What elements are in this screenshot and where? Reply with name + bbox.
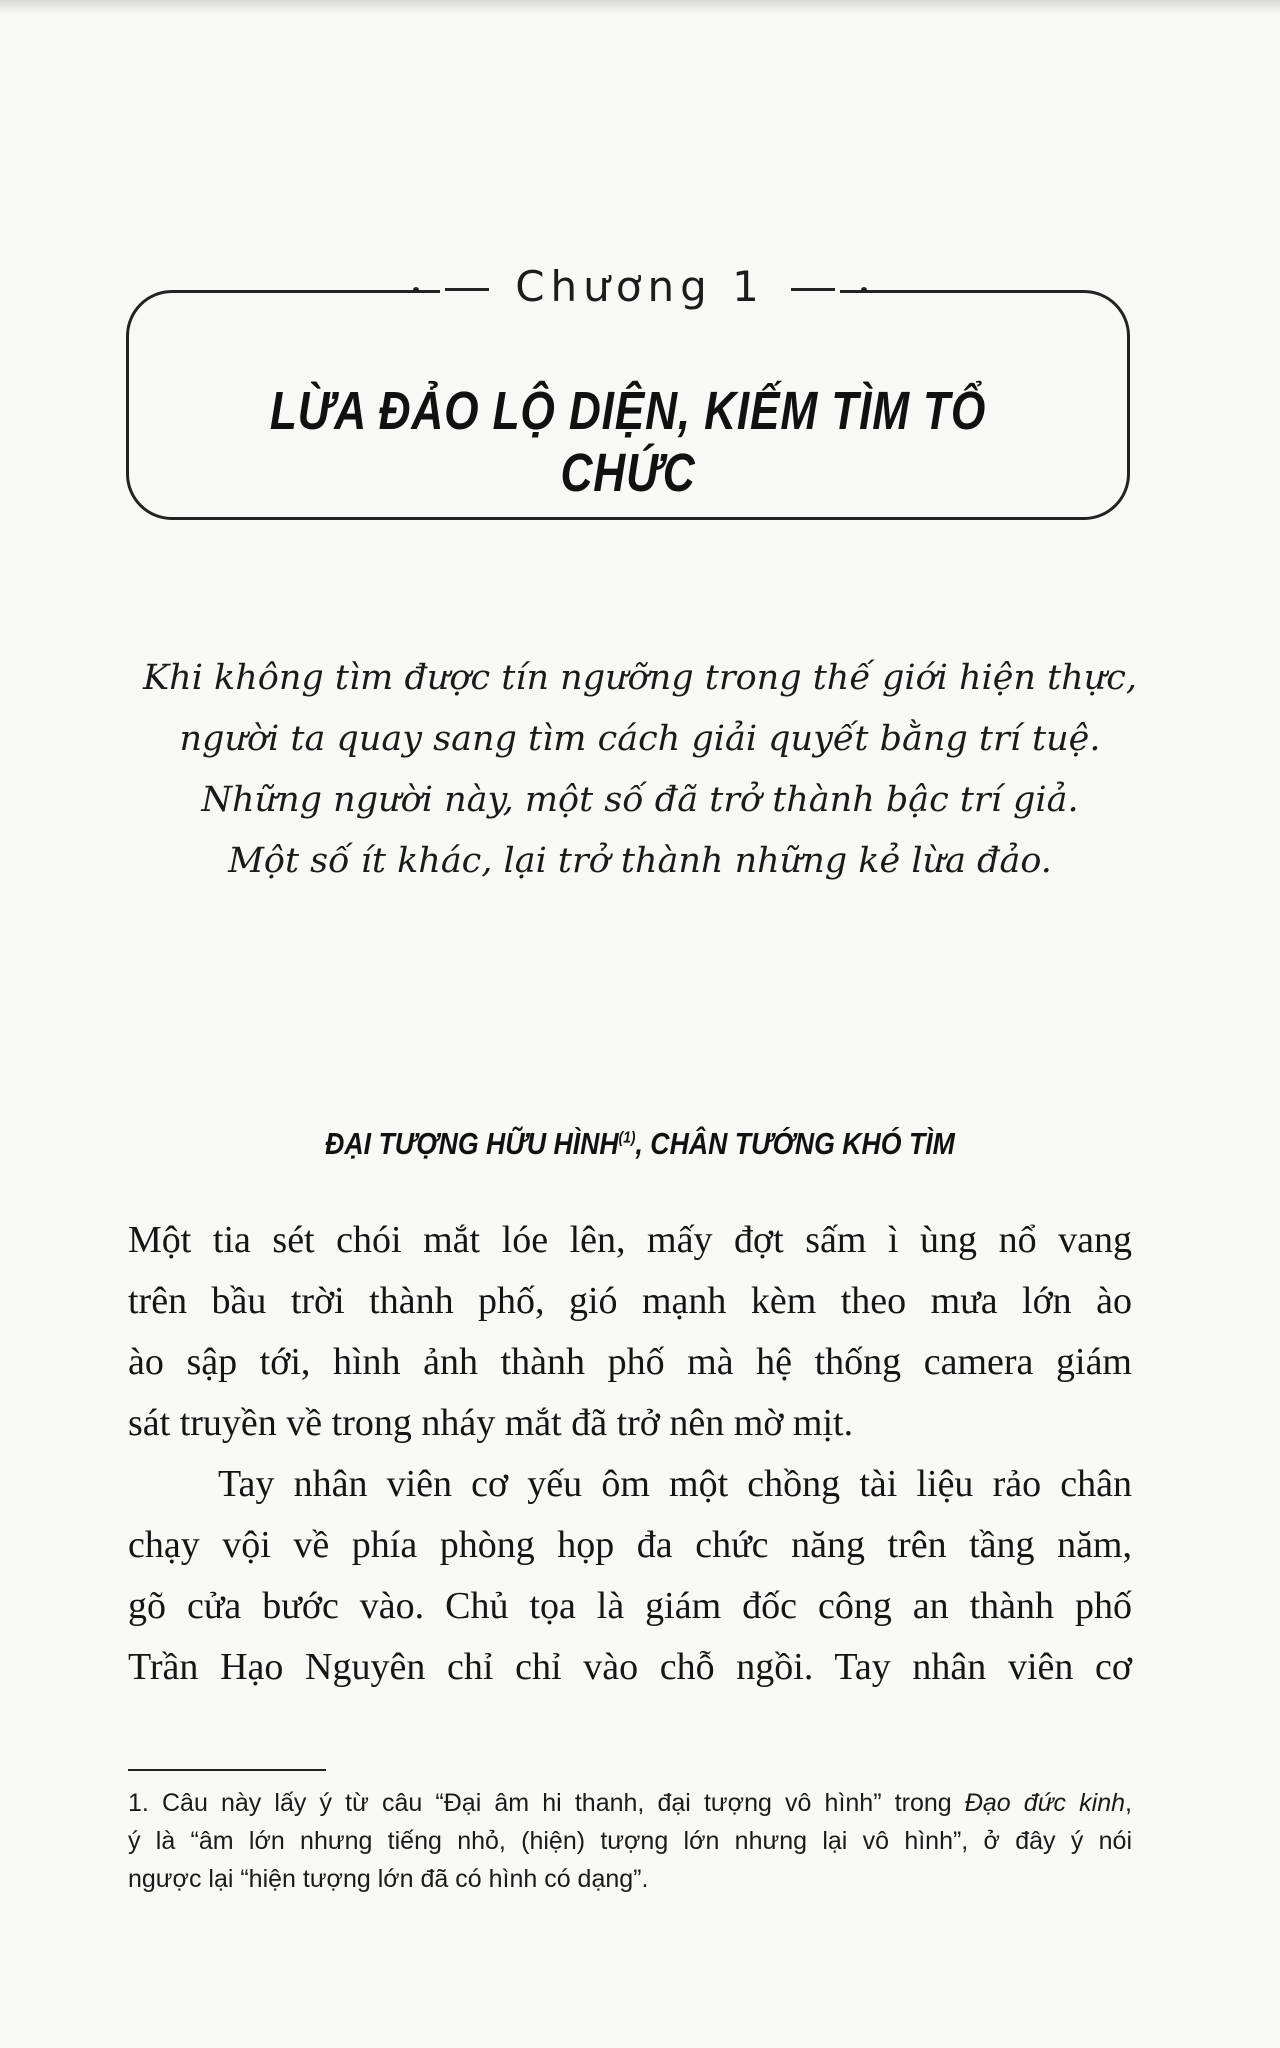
section-heading-main: ĐẠI TƯỢNG HỮU HÌNH xyxy=(325,1126,619,1161)
body-line: chạy vội về phía phòng họp đa chức năng trên tầng năm, xyxy=(128,1524,1132,1566)
footnote-text: 1. Câu này lấy ý từ câu “Đại âm hi thanh, đại tượng vô hình” trong xyxy=(128,1789,965,1817)
epigraph-line: Những người này, một số đã trở thành bậc trí giả. xyxy=(201,780,1079,820)
epigraph-line: Khi không tìm được tín ngưỡng trong thế giới hiện thực, xyxy=(143,658,1137,698)
footnote-book-title: Đạo đức kinh xyxy=(964,1789,1126,1817)
footnote-line xyxy=(128,1784,1132,1822)
chapter-label-text: Chương 1 xyxy=(515,262,765,311)
footnote-text: , xyxy=(1125,1789,1132,1817)
ornament-dot-right xyxy=(861,287,867,293)
ornament-dot-left xyxy=(413,287,419,293)
body-line: gõ cửa bước vào. Chủ tọa là giám đốc công an thành phố xyxy=(128,1585,1132,1627)
section-heading xyxy=(90,1126,1191,1162)
epigraph xyxy=(0,648,1280,892)
body-line: ào sập tới, hình ảnh thành phố mà hệ thống camera giám xyxy=(128,1341,1132,1383)
footnote-line: ngược lại “hiện tượng lớn đã có hình có dạng”. xyxy=(128,1865,649,1893)
epigraph-line: người ta quay sang tìm cách giải quyết bằng trí tuệ. xyxy=(179,719,1101,759)
page-edge-shadow xyxy=(0,0,1280,14)
section-heading-rest: , CHÂN TƯỚNG KHÓ TÌM xyxy=(635,1126,955,1161)
epigraph-line: Một số ít khác, lại trở thành những kẻ lừa đảo. xyxy=(228,841,1052,881)
body-line: Trần Hạo Nguyên chỉ chỉ vào chỗ ngồi. Tay nhân viên cơ xyxy=(128,1646,1132,1688)
body-line: Một tia sét chói mắt lóe lên, mấy đợt sấm ì ùng nổ vang xyxy=(128,1219,1132,1261)
footnote xyxy=(128,1784,1132,1898)
body-line: trên bầu trời thành phố, gió mạnh kèm theo mưa lớn ào xyxy=(128,1280,1132,1322)
chapter-title: LỪA ĐẢO LỘ DIỆN, KIẾM TÌM TỔ CHỨC xyxy=(269,381,987,503)
body-line: Tay nhân viên cơ yếu ôm một chồng tài liệu rảo chân xyxy=(218,1463,1132,1505)
footnote-line: ý là “âm lớn nhưng tiếng nhỏ, (hiện) tượng lớn nhưng lại vô hình”, ở đây ý nói xyxy=(128,1827,1132,1855)
ornament-dash-left xyxy=(445,288,489,291)
ornament-dash-right xyxy=(791,288,835,291)
chapter-label xyxy=(0,262,1280,311)
body-text xyxy=(128,1210,1132,1698)
body-line: sát truyền về trong nháy mắt đã trở nên mờ mịt. xyxy=(128,1402,854,1444)
footnote-divider xyxy=(128,1769,326,1771)
footnote-reference: (1) xyxy=(618,1129,636,1147)
